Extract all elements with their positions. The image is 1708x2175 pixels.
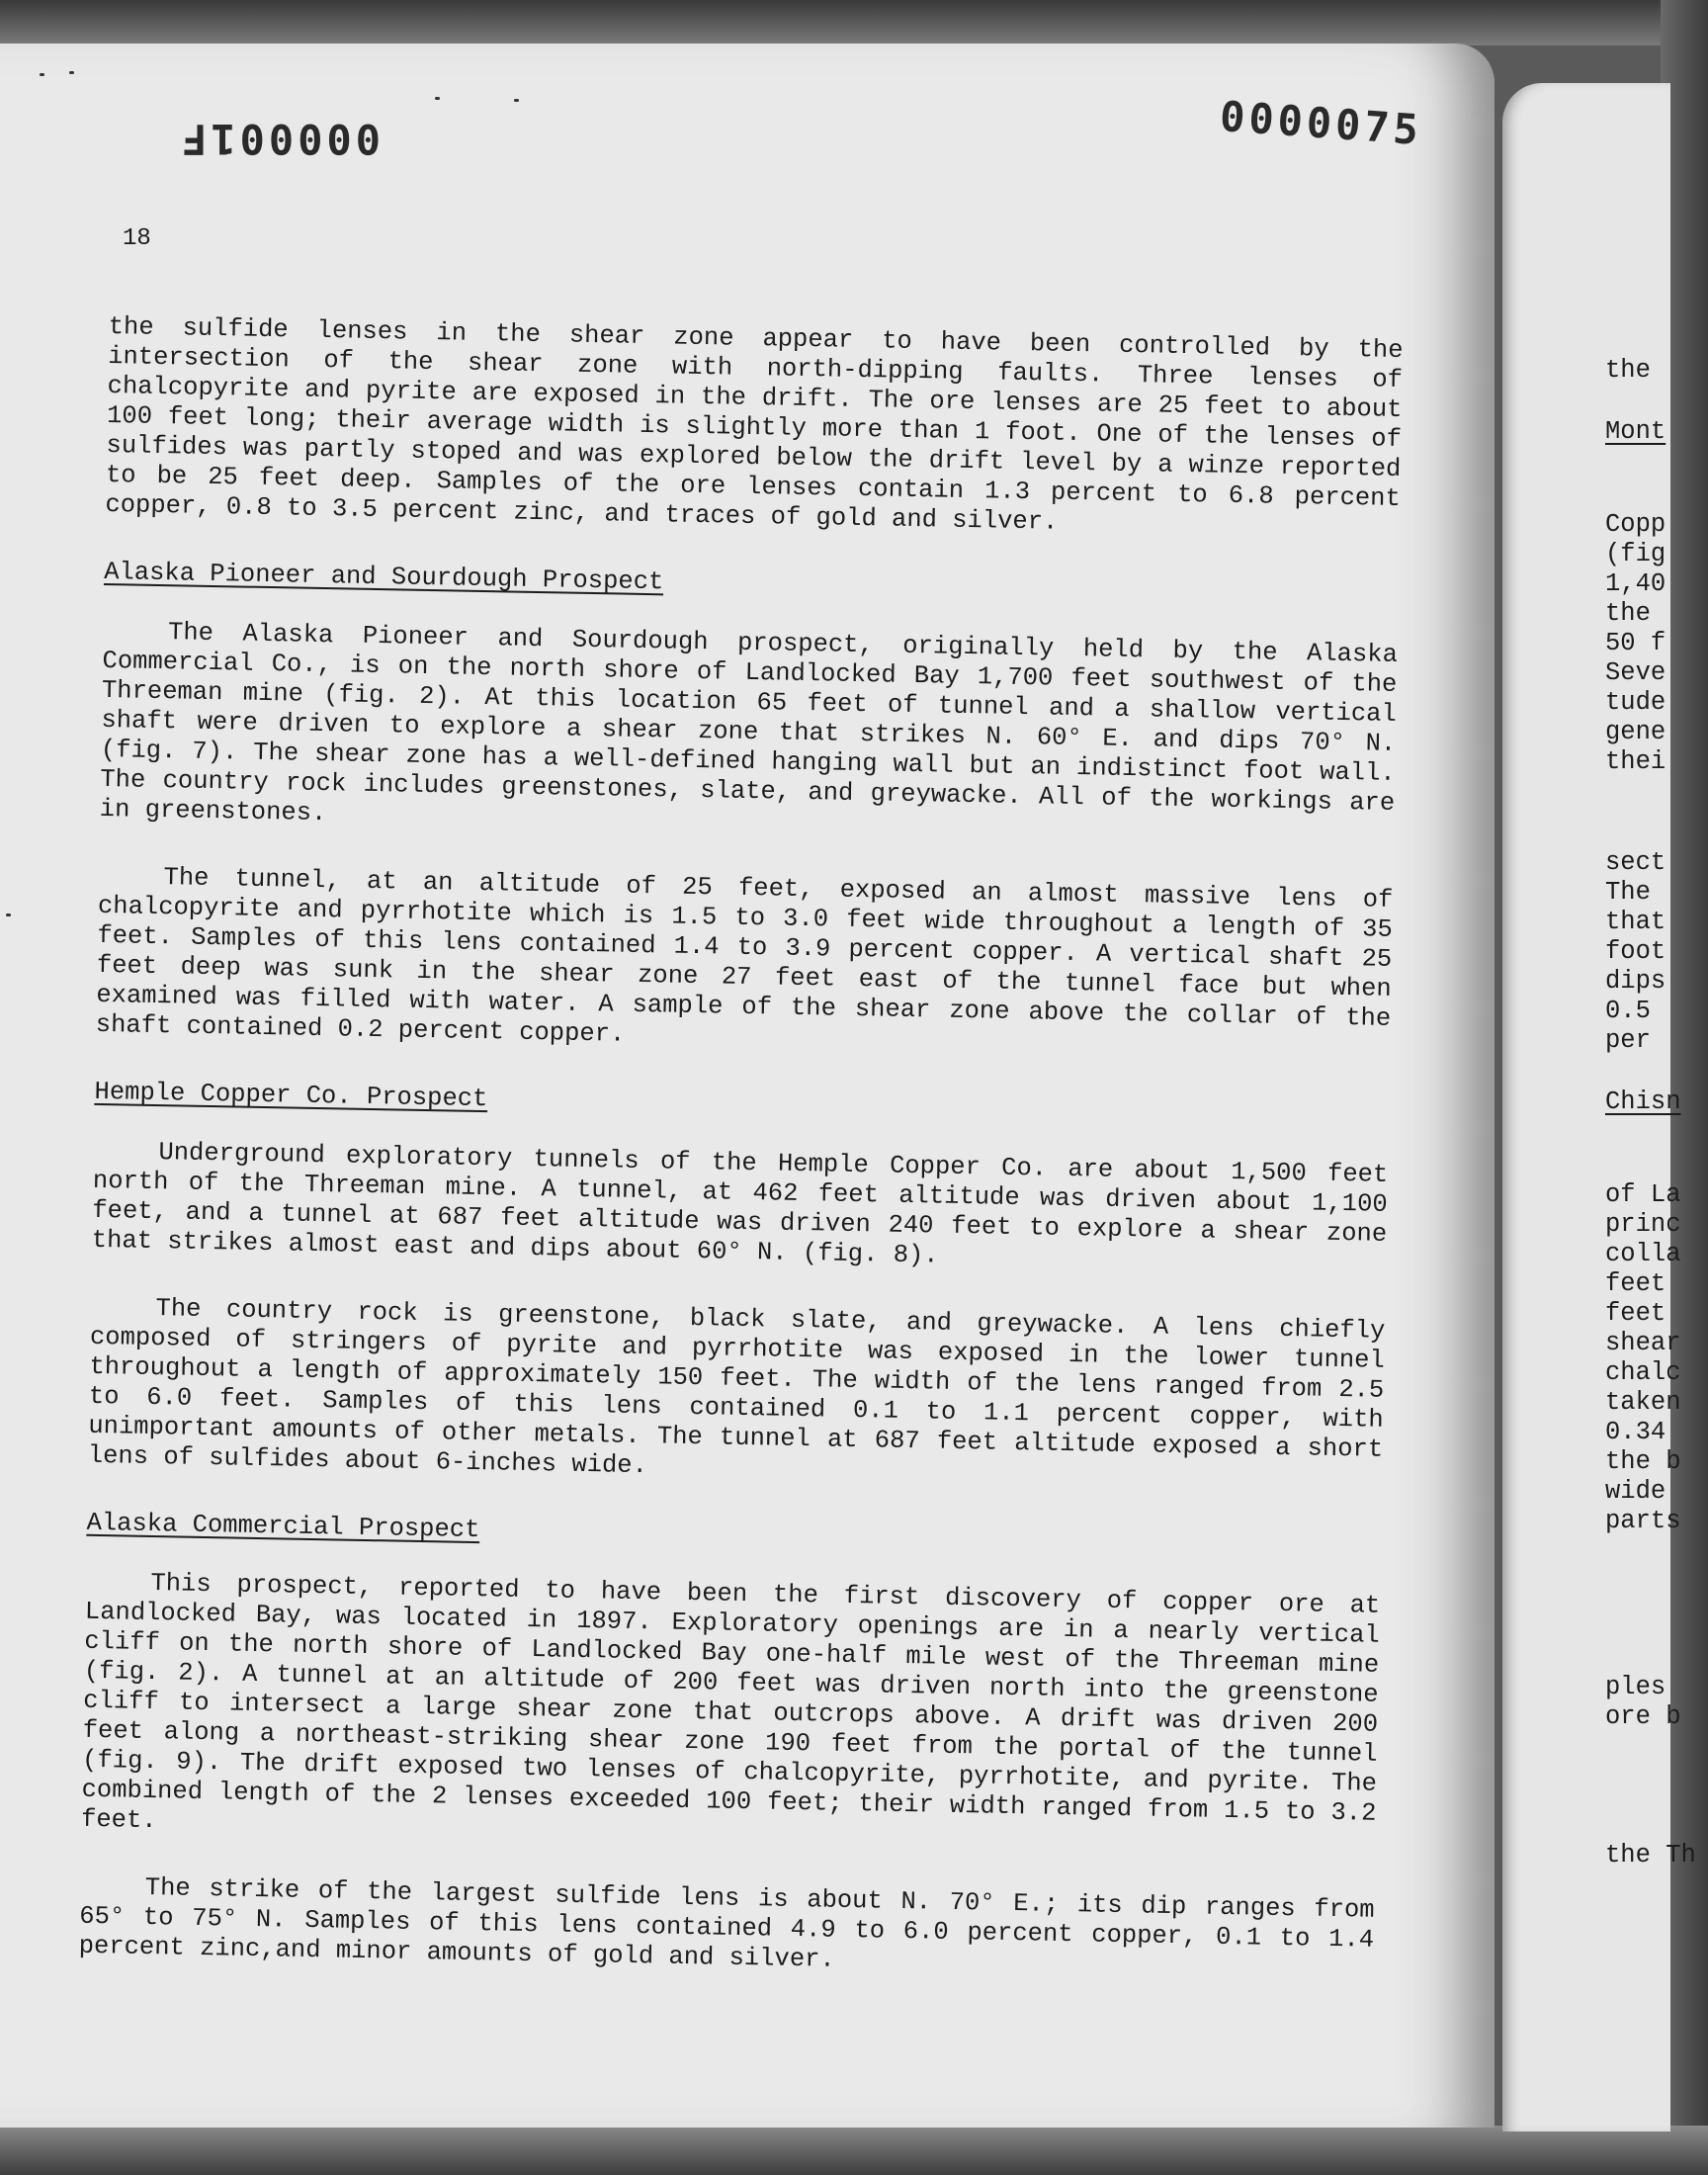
- paragraph-continuation: the sulfide lenses in the shear zone appear to have been controlled by the intersection of the shear zone with north-dipping faults. Three lenses of chalcopyrite and pyrite are exposed in the drift. The ore lenses are 25 feet to about 100 feet long; their average width is slightly more than 1 foot. One of the lenses of sulfides was partly stoped and was explored below the drift level by a winze reported to be 25 feet deep. Samples of the ore lenses contain 1.3 percent to 6.8 percent copper, 0.8 to 3.5 percent zinc, and traces of gold and silver.: [105, 312, 1404, 537]
- adjacent-page-fragment: parts: [1605, 1507, 1681, 1535]
- paragraph: The strike of the largest sulfide lens is about N. 70° E.; its dip ranges from 65° to 75° N. Samples of this lens contained 4.9 to 6.0 percent copper, 0.1 to 1.4 percent zinc,and minor amounts of gold and silver.: [78, 1872, 1375, 1974]
- adjacent-page-fragment: feet: [1605, 1299, 1666, 1328]
- adjacent-page-fragment: dips: [1605, 967, 1666, 996]
- adjacent-page-fragment: the b: [1605, 1447, 1681, 1476]
- section-heading-alaska-commercial: Alaska Commercial Prospect: [86, 1508, 480, 1545]
- document-page: [0, 44, 1494, 2128]
- paragraph: Underground exploratory tunnels of the Hemple Copper Co. are about 1,500 feet north of the Threeman mine. A tunnel, at 462 feet altitude was driven about 1,100 feet, and a tunnel at 687 feet altitude was driven 240 feet to explore a shear zone that strikes almost east and dips about 60° N. (fig. 8).: [91, 1138, 1389, 1270]
- adjacent-page-fragment: colla: [1605, 1240, 1681, 1268]
- adjacent-page-fragment: shear: [1605, 1329, 1681, 1357]
- adjacent-page-fragment: feet: [1605, 1269, 1666, 1298]
- paragraph: The country rock is greenstone, black slate, and greywacke. A lens chiefly composed of stringers of pyrite and pyrrhotite was exposed in the lower tunnel throughout a length of approximately 150 feet. The width of the lens ranged from 2.5 to 6.0 feet. Samples of this lens contained 0.1 to 1.1 percent copper, with unimportant amounts of other metals. The tunnel at 687 feet altitude exposed a short lens of sulfides about 6-inches wide.: [87, 1294, 1386, 1481]
- adjacent-page-heading-fragment: Mont: [1605, 417, 1666, 446]
- adjacent-page-fragment: per: [1605, 1026, 1651, 1055]
- adjacent-page-fragment: The: [1605, 878, 1651, 907]
- scan-bottom-edge: [0, 2126, 1708, 2175]
- adjacent-page-fragment: 1,40: [1605, 569, 1666, 598]
- adjacent-page-fragment: taken: [1605, 1388, 1681, 1417]
- adjacent-page-fragment: that: [1605, 908, 1666, 936]
- scan-speck: [514, 99, 519, 102]
- adjacent-page-fragment: Copp: [1605, 510, 1666, 539]
- adjacent-page-fragment: gene: [1605, 718, 1666, 746]
- adjacent-page-edge: [1502, 83, 1696, 2132]
- adjacent-page-heading-fragment: Chisn: [1605, 1088, 1681, 1116]
- adjacent-page-fragment: tude: [1605, 688, 1666, 717]
- adjacent-page-fragment: sect: [1605, 848, 1666, 877]
- section-heading-alaska-pioneer: Alaska Pioneer and Sourdough Prospect: [103, 557, 664, 597]
- adjacent-page-fragment: foot: [1605, 937, 1666, 966]
- adjacent-page-fragment: 0.34: [1605, 1418, 1666, 1446]
- page-body: [78, 312, 1404, 2023]
- adjacent-page-fragment: the: [1605, 599, 1651, 628]
- document-id-stamp-upside-down: 000001F: [178, 115, 382, 163]
- scan-speck: [40, 73, 44, 76]
- adjacent-page-fragment: princ: [1605, 1210, 1681, 1239]
- paragraph: This prospect, reported to have been the first discovery of copper ore at Landlocked Bay, was located in 1897. Exploratory openings are in a nearly vertical cliff on the north shore of Landlocked Bay one-half mile west of the Threeman mine (fig. 2). A tunnel at an altitude of 200 feet was driven north into the greenstone cliff to intersect a large shear zone that outcrops above. A drift was driven 200 feet along a northeast-striking shear zone 190 feet from the portal of the tunnel (fig. 9). The drift exposed two lenses of chalcopyrite, pyrrhotite, and pyrite. The combined length of the 2 lenses exceeded 100 feet; their width ranged from 1.5 to 3.2 feet.: [80, 1568, 1381, 1836]
- adjacent-page-fragment: the Th: [1605, 1841, 1696, 1870]
- paragraph: The tunnel, at an altitude of 25 feet, exposed an almost massive lens of chalcopyrite and pyrrhotite which is 1.5 to 3.0 feet wide throughout a length of 35 feet. Samples of this lens contained 1.4 to 3.9 percent copper. A vertical shaft 25 feet deep was sunk in the shear zone 27 feet east of the tunnel face but when examined was filled with water. A sample of the shear zone above the collar of the shaft contained 0.2 percent copper.: [95, 863, 1394, 1049]
- adjacent-page-fragment: wide: [1605, 1477, 1666, 1506]
- adjacent-page-fragment: 0.5: [1605, 997, 1651, 1025]
- adjacent-page-fragment: the: [1605, 356, 1651, 385]
- scan-speck: [435, 97, 440, 100]
- scan-speck: [69, 71, 74, 74]
- adjacent-page-fragment: 50 f: [1605, 629, 1666, 657]
- adjacent-page-fragment: ples: [1605, 1673, 1666, 1701]
- adjacent-page-fragment: thei: [1605, 747, 1666, 776]
- adjacent-page-fragment: ore b: [1605, 1702, 1681, 1731]
- section-heading-hemple-copper: Hemple Copper Co. Prospect: [94, 1077, 488, 1114]
- page-number: 18: [123, 225, 151, 252]
- adjacent-page-fragment: chalc: [1605, 1358, 1681, 1387]
- document-id-stamp: 0000075: [1218, 91, 1424, 155]
- adjacent-page-fragment: of La: [1605, 1180, 1681, 1209]
- paragraph: The Alaska Pioneer and Sourdough prospect, originally held by the Alaska Commercial Co., is on the north shore of Landlocked Bay 1,700 feet southwest of the Threeman mine (fig. 2). At this location 65 feet of tunnel and a shallow vertical shaft were driven to explore a shear zone that strikes N. 60° E. and dips 70° N. (fig. 7). The shear zone has a well-defined hanging wall but an indistinct foot wall. The country rock includes greenstones, slate, and greywacke. All of the workings are in greenstones.: [99, 618, 1399, 828]
- adjacent-page-fragment: Seve: [1605, 658, 1666, 687]
- scan-top-edge: [0, 0, 1708, 45]
- adjacent-page-fragment: (fig: [1605, 540, 1666, 568]
- scan-speck: [6, 914, 11, 916]
